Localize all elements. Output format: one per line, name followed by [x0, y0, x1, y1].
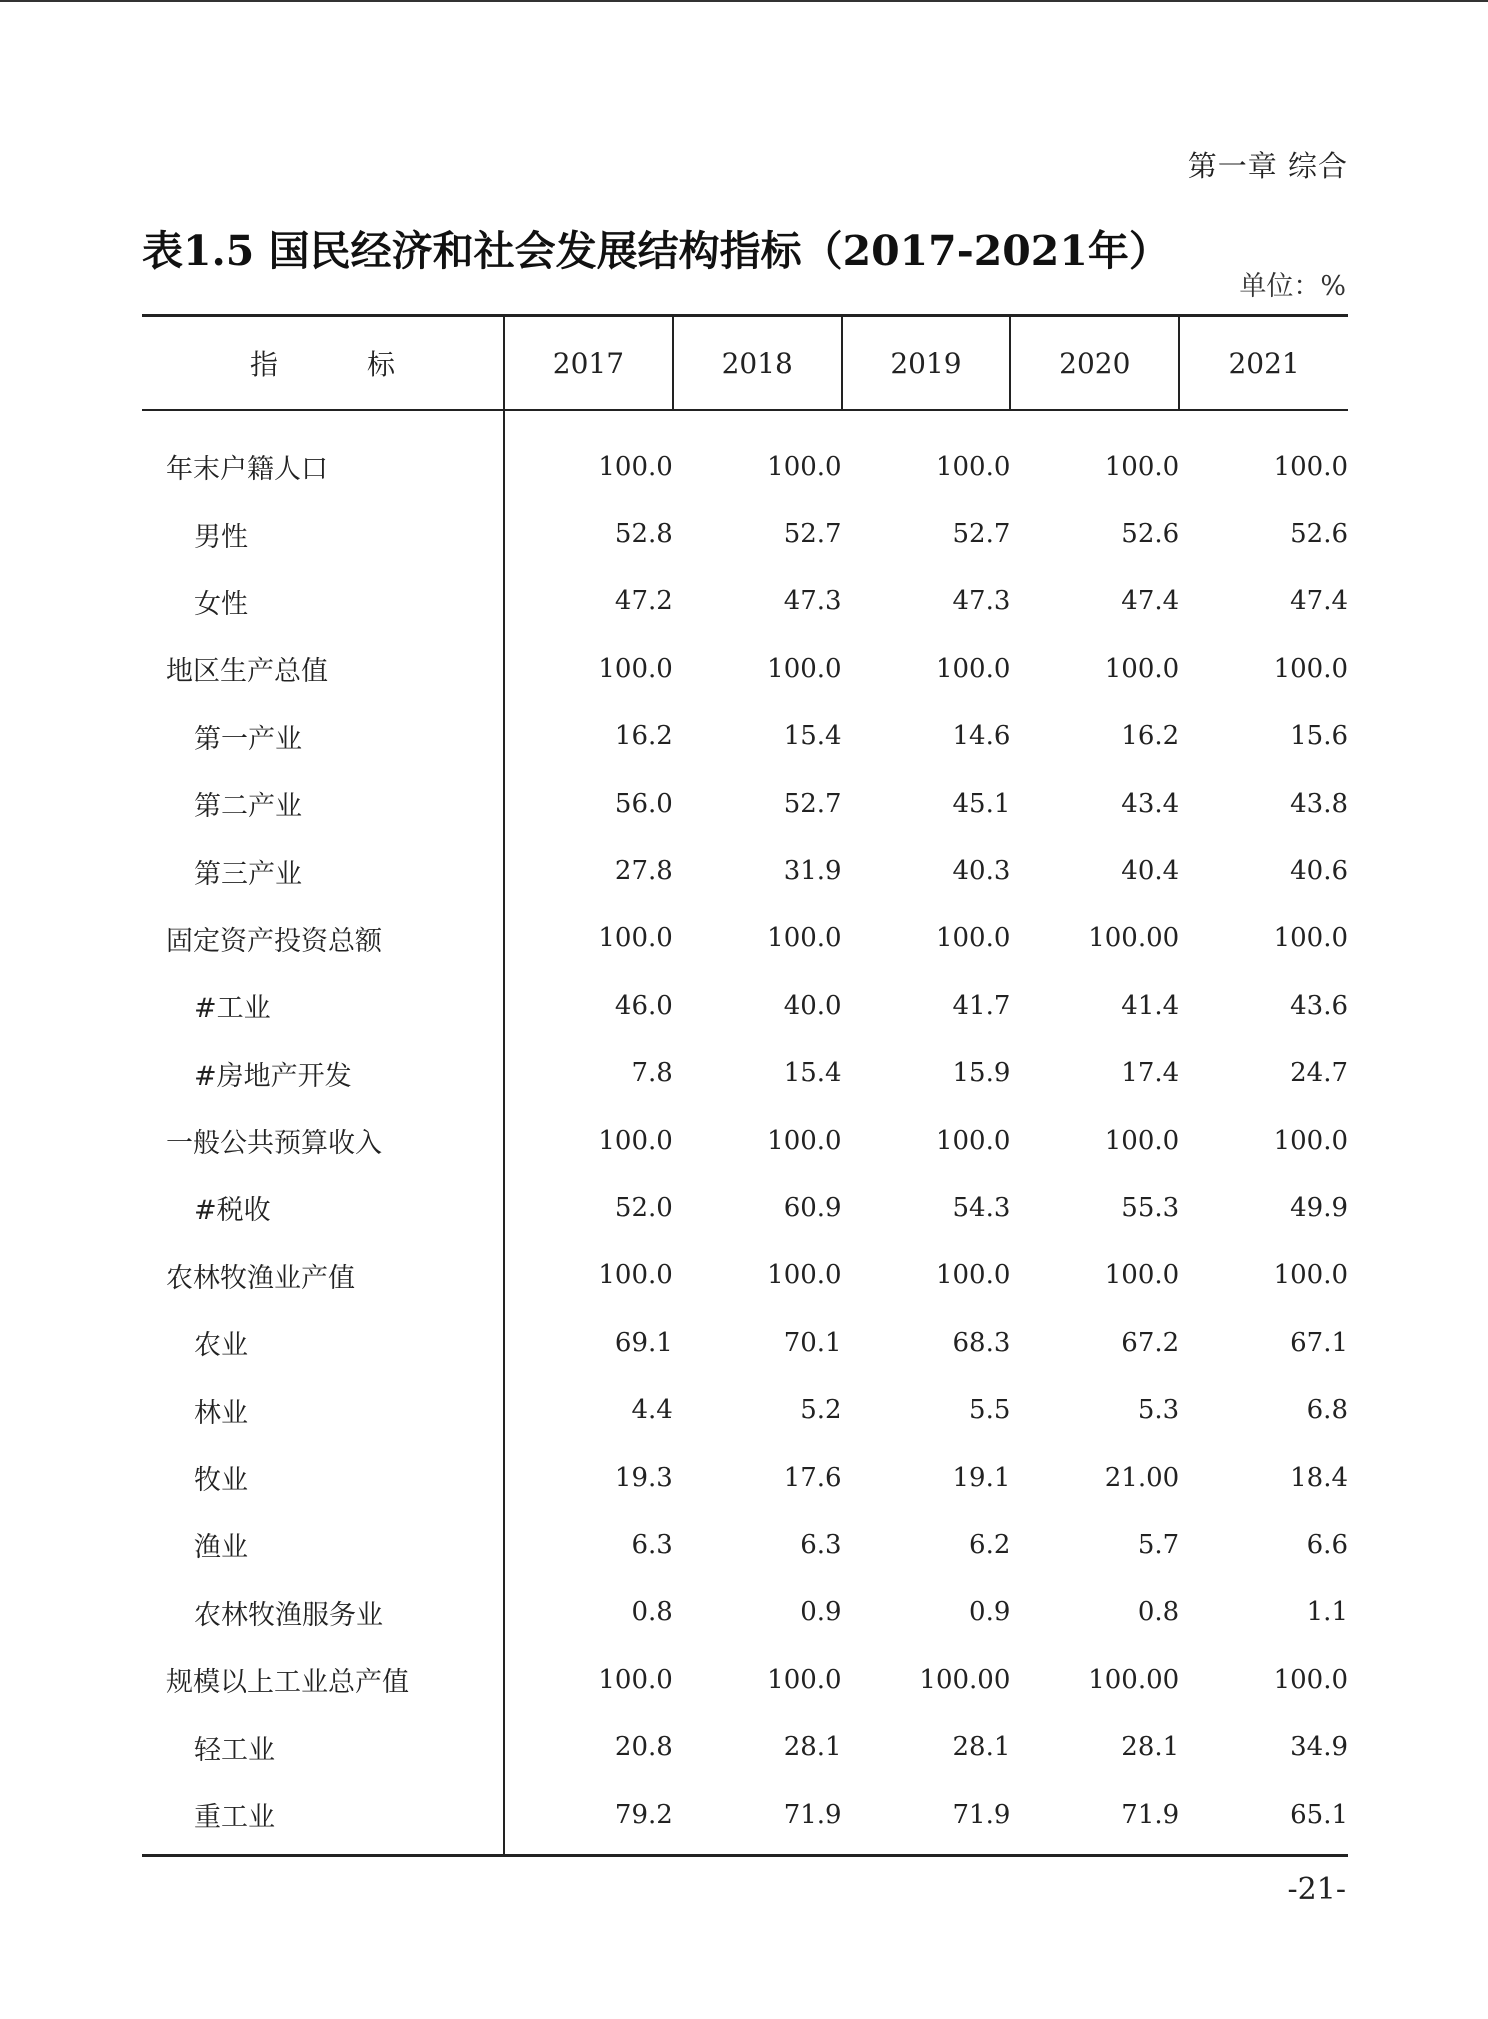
row-value-2020: 55.3 [1121, 1192, 1180, 1223]
row-value-2017: 19.3 [614, 1462, 673, 1493]
row-label: 农林牧渔业产值 [142, 1242, 504, 1309]
row-value-2020: 71.9 [1010, 1781, 1179, 1856]
header-row [142, 316, 1348, 411]
row-value-2020: 100.00 [1088, 1664, 1180, 1695]
table-row [142, 1646, 1348, 1713]
row-value-2021: 6.6 [1306, 1529, 1348, 1560]
row-label: 农业 [142, 1309, 504, 1376]
row-value-2019: 41.7 [952, 990, 1011, 1021]
table-row [142, 905, 1348, 972]
row-value-2018: 60.9 [783, 1192, 842, 1223]
row-label: 第三产业 [142, 837, 504, 904]
row-value-2021: 43.6 [1290, 990, 1348, 1021]
row-value-2018: 100.0 [767, 1664, 842, 1695]
row-value-2018: 100.0 [767, 653, 842, 684]
row-value-2017: 20.8 [614, 1732, 673, 1763]
row-value-2020: 47.4 [1121, 586, 1180, 617]
row-value-2020: 100.0 [1104, 1260, 1180, 1291]
row-value-2020: 41.4 [1121, 990, 1180, 1021]
row-value-2021: 15.6 [1290, 721, 1348, 752]
row-value-2018: 70.1 [783, 1327, 842, 1358]
row-value-2020: 67.2 [1121, 1327, 1180, 1358]
row-value-2021: 52.6 [1290, 519, 1348, 550]
row-value-2019: 47.3 [952, 586, 1011, 617]
column-header-2019: 2019 [842, 316, 1011, 411]
row-value-2019: 15.9 [952, 1058, 1011, 1089]
row-value-2020: 100.0 [1104, 653, 1180, 684]
row-value-2020: 16.2 [1121, 721, 1180, 752]
row-value-2017: 7.8 [631, 1058, 673, 1089]
row-value-2021: 65.1 [1179, 1781, 1348, 1856]
column-header-2017: 2017 [504, 316, 673, 411]
row-value-2018: 28.1 [783, 1732, 842, 1763]
table-body [142, 410, 1348, 1856]
table-row [142, 1781, 1348, 1856]
row-label: 林业 [142, 1376, 504, 1443]
row-label: 地区生产总值 [142, 635, 504, 702]
row-value-2018: 100.0 [767, 923, 842, 954]
row-value-2020: 5.3 [1137, 1395, 1180, 1426]
row-value-2017: 0.8 [631, 1597, 673, 1628]
row-value-2017: 100.0 [598, 1260, 673, 1291]
row-value-2019: 6.2 [969, 1529, 1011, 1560]
row-value-2021: 18.4 [1290, 1462, 1348, 1493]
row-value-2019: 100.0 [935, 653, 1011, 684]
row-value-2019: 52.7 [952, 519, 1011, 550]
row-value-2018: 52.7 [783, 788, 842, 819]
row-value-2018: 0.9 [800, 1597, 842, 1628]
table-row [142, 703, 1348, 770]
table-row [142, 1040, 1348, 1107]
row-value-2017: 69.1 [614, 1327, 673, 1358]
table-row [142, 410, 1348, 500]
row-value-2021: 40.6 [1290, 856, 1348, 887]
row-value-2019: 100.0 [935, 923, 1011, 954]
row-label: #税收 [142, 1174, 504, 1241]
table-row [142, 1107, 1348, 1174]
row-value-2017: 100.0 [598, 1664, 673, 1695]
row-value-2021: 67.1 [1290, 1327, 1348, 1358]
row-value-2018: 71.9 [673, 1781, 842, 1856]
row-value-2018: 15.4 [783, 1058, 842, 1089]
row-label: 第一产业 [142, 703, 504, 770]
row-value-2020: 5.7 [1137, 1529, 1180, 1560]
column-header-2018: 2018 [673, 316, 842, 411]
row-value-2019: 14.6 [952, 721, 1011, 752]
table-row [142, 1713, 1348, 1780]
row-label: 牧业 [142, 1444, 504, 1511]
row-value-2019: 5.5 [969, 1395, 1011, 1426]
row-value-2021: 34.9 [1290, 1732, 1348, 1763]
row-value-2017: 47.2 [614, 586, 673, 617]
row-value-2017: 52.8 [614, 519, 673, 550]
row-value-2017: 52.0 [614, 1192, 673, 1223]
row-value-2017: 100.0 [598, 1125, 673, 1156]
row-label: 规模以上工业总产值 [142, 1646, 504, 1713]
row-value-2021: 100.0 [1273, 451, 1348, 482]
row-label: 轻工业 [142, 1713, 504, 1780]
row-value-2019: 54.3 [952, 1192, 1011, 1223]
table-row [142, 770, 1348, 837]
row-label: 渔业 [142, 1511, 504, 1578]
row-value-2019: 40.3 [952, 856, 1011, 887]
row-value-2021: 100.0 [1273, 1260, 1348, 1291]
row-value-2019: 19.1 [952, 1462, 1011, 1493]
row-value-2019: 100.0 [935, 451, 1011, 482]
row-value-2021: 47.4 [1290, 586, 1348, 617]
table-row [142, 500, 1348, 567]
row-value-2019: 100.0 [935, 1260, 1011, 1291]
row-label: 农林牧渔服务业 [142, 1579, 504, 1646]
row-value-2018: 6.3 [800, 1529, 842, 1560]
row-value-2020: 100.0 [1104, 1125, 1180, 1156]
row-value-2017: 56.0 [614, 788, 673, 819]
table-row [142, 1376, 1348, 1443]
row-value-2020: 17.4 [1121, 1058, 1180, 1089]
row-value-2017: 16.2 [614, 721, 673, 752]
table-row [142, 568, 1348, 635]
row-value-2021: 6.8 [1306, 1395, 1348, 1426]
table-row [142, 1242, 1348, 1309]
row-value-2019: 100.00 [919, 1664, 1011, 1695]
row-label: 重工业 [142, 1781, 504, 1856]
row-label: 固定资产投资总额 [142, 905, 504, 972]
row-value-2018: 31.9 [783, 856, 842, 887]
row-value-2017: 100.0 [598, 451, 673, 482]
unit-label: 单位：% [1239, 271, 1346, 302]
table-row [142, 1174, 1348, 1241]
row-value-2019: 100.0 [935, 1125, 1011, 1156]
table-header [142, 316, 1348, 411]
table-row [142, 972, 1348, 1039]
table-row [142, 837, 1348, 904]
row-value-2019: 0.9 [969, 1597, 1011, 1628]
page-number: -21- [1287, 1872, 1346, 1907]
table-row [142, 635, 1348, 702]
row-value-2021: 49.9 [1290, 1192, 1348, 1223]
row-value-2017: 6.3 [631, 1529, 673, 1560]
row-value-2019: 71.9 [842, 1781, 1011, 1856]
table-row [142, 1511, 1348, 1578]
row-value-2020: 21.00 [1104, 1462, 1180, 1493]
chapter-header: 第一章 综合 [1187, 149, 1348, 183]
table-row [142, 1309, 1348, 1376]
row-value-2020: 43.4 [1121, 788, 1180, 819]
row-value-2020: 100.0 [1104, 451, 1180, 482]
row-value-2017: 100.0 [598, 653, 673, 684]
row-value-2020: 28.1 [1121, 1732, 1180, 1763]
column-header-2021: 2021 [1179, 316, 1348, 411]
row-value-2021: 100.0 [1273, 1664, 1348, 1695]
table-row [142, 1579, 1348, 1646]
row-value-2018: 47.3 [783, 586, 842, 617]
top-border-rule [0, 0, 1488, 2]
row-label: 男性 [142, 500, 504, 567]
row-label: 第二产业 [142, 770, 504, 837]
row-label: 女性 [142, 568, 504, 635]
row-value-2021: 1.1 [1306, 1597, 1348, 1628]
row-value-2018: 40.0 [783, 990, 842, 1021]
row-value-2019: 68.3 [952, 1327, 1011, 1358]
table-row [142, 1444, 1348, 1511]
row-value-2017: 46.0 [614, 990, 673, 1021]
row-label: 一般公共预算收入 [142, 1107, 504, 1174]
row-value-2021: 100.0 [1273, 923, 1348, 954]
row-value-2018: 52.7 [783, 519, 842, 550]
column-header-indicator: 指 标 [142, 316, 504, 411]
row-value-2019: 45.1 [952, 788, 1011, 819]
row-value-2017: 79.2 [504, 1781, 673, 1856]
row-value-2021: 100.0 [1273, 653, 1348, 684]
row-value-2017: 27.8 [614, 856, 673, 887]
row-value-2021: 100.0 [1273, 1125, 1348, 1156]
data-table [142, 314, 1348, 1857]
row-value-2020: 40.4 [1121, 856, 1180, 887]
row-value-2018: 15.4 [783, 721, 842, 752]
row-value-2017: 100.0 [598, 923, 673, 954]
row-value-2018: 100.0 [767, 451, 842, 482]
row-value-2020: 52.6 [1121, 519, 1180, 550]
table-title: 表1.5 国民经济和社会发展结构指标（2017-2021年） [142, 227, 1170, 275]
row-value-2018: 100.0 [767, 1260, 842, 1291]
row-value-2020: 100.00 [1088, 923, 1180, 954]
row-value-2018: 100.0 [767, 1125, 842, 1156]
row-value-2020: 0.8 [1137, 1597, 1180, 1628]
row-value-2021: 43.8 [1290, 788, 1348, 819]
row-value-2018: 17.6 [783, 1462, 842, 1493]
row-label: 年末户籍人口 [142, 410, 504, 500]
row-value-2021: 24.7 [1290, 1058, 1348, 1089]
column-header-2020: 2020 [1010, 316, 1179, 411]
row-value-2017: 4.4 [631, 1395, 673, 1426]
row-label: #房地产开发 [142, 1040, 504, 1107]
row-value-2018: 5.2 [800, 1395, 842, 1426]
row-value-2019: 28.1 [952, 1732, 1011, 1763]
row-label: #工业 [142, 972, 504, 1039]
